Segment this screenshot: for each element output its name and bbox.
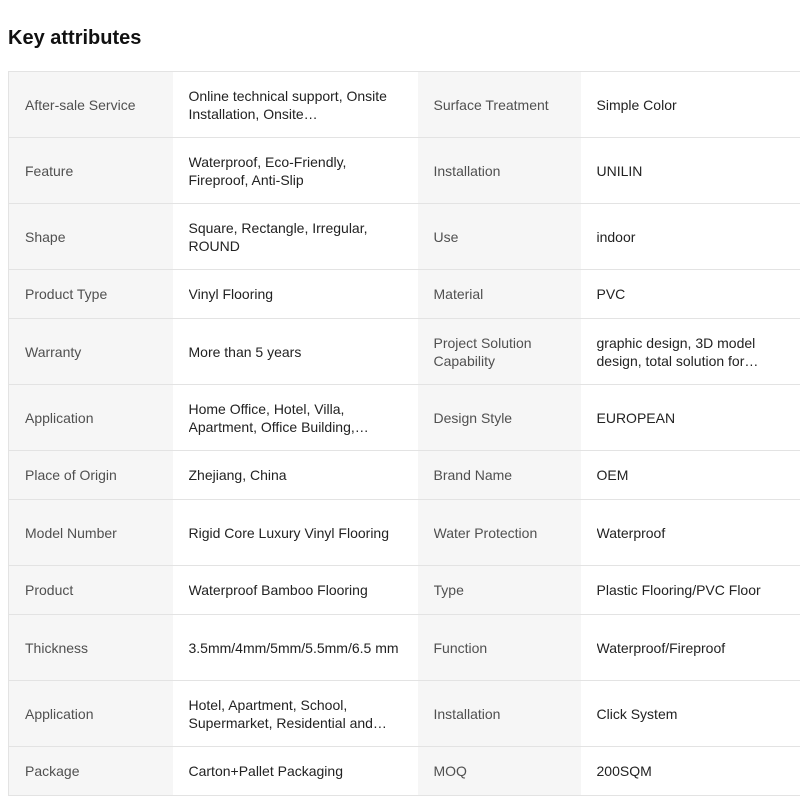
table-row [9,681,800,747]
attribute-label: Type [418,566,581,615]
attribute-label: Water Protection [418,500,581,566]
attribute-value: Click System [581,681,800,747]
table-row [9,451,800,500]
table-row [9,615,800,681]
table-row [9,204,800,270]
attribute-value: Online technical support, Onsite Installation, Onsite… [173,72,418,138]
attribute-value: Vinyl Flooring [173,270,418,319]
attribute-label: Application [9,681,173,747]
attribute-label: Use [418,204,581,270]
attribute-label: Material [418,270,581,319]
attribute-label: Shape [9,204,173,270]
attribute-value: Rigid Core Luxury Vinyl Flooring [173,500,418,566]
table-row [9,319,800,385]
attribute-label: Feature [9,138,173,204]
attribute-value: 200SQM [581,747,800,796]
attribute-value: Waterproof [581,500,800,566]
table-row [9,566,800,615]
attribute-label: Application [9,385,173,451]
attribute-value: EUROPEAN [581,385,800,451]
attribute-value: UNILIN [581,138,800,204]
attribute-value: Waterproof/Fireproof [581,615,800,681]
attribute-label: MOQ [418,747,581,796]
attribute-label: Design Style [418,385,581,451]
attribute-value: Carton+Pallet Packaging [173,747,418,796]
attribute-label: Surface Treatment [418,72,581,138]
attribute-value: 3.5mm/4mm/5mm/5.5mm/6.5 mm [173,615,418,681]
key-attributes-table [8,71,800,796]
attribute-label: Product [9,566,173,615]
attribute-label: Installation [418,681,581,747]
section-title: Key attributes [8,27,142,49]
attribute-label: Product Type [9,270,173,319]
attribute-value: OEM [581,451,800,500]
attribute-value: Home Office, Hotel, Villa, Apartment, Office Building,… [173,385,418,451]
table-row [9,138,800,204]
attribute-value: Zhejiang, China [173,451,418,500]
table-row [9,500,800,566]
attribute-value: indoor [581,204,800,270]
attribute-label: Installation [418,138,581,204]
attribute-label: Place of Origin [9,451,173,500]
attribute-label: Model Number [9,500,173,566]
attribute-label: Project Solution Capability [418,319,581,385]
attribute-label: Warranty [9,319,173,385]
table-row [9,72,800,138]
attribute-value: Plastic Flooring/PVC Floor [581,566,800,615]
attribute-label: After-sale Service [9,72,173,138]
attribute-value: More than 5 years [173,319,418,385]
table-row [9,385,800,451]
attribute-label: Thickness [9,615,173,681]
attribute-label: Brand Name [418,451,581,500]
attribute-value: graphic design, 3D model design, total solution for… [581,319,800,385]
attribute-value: Hotel, Apartment, School, Supermarket, Residential and… [173,681,418,747]
attribute-label: Function [418,615,581,681]
attribute-value: Waterproof Bamboo Flooring [173,566,418,615]
attribute-value: PVC [581,270,800,319]
table-row [9,747,800,796]
attribute-value: Simple Color [581,72,800,138]
attribute-value: Square, Rectangle, Irregular, ROUND [173,204,418,270]
attribute-value: Waterproof, Eco-Friendly, Fireproof, Anti-Slip [173,138,418,204]
attribute-label: Package [9,747,173,796]
table-row [9,270,800,319]
